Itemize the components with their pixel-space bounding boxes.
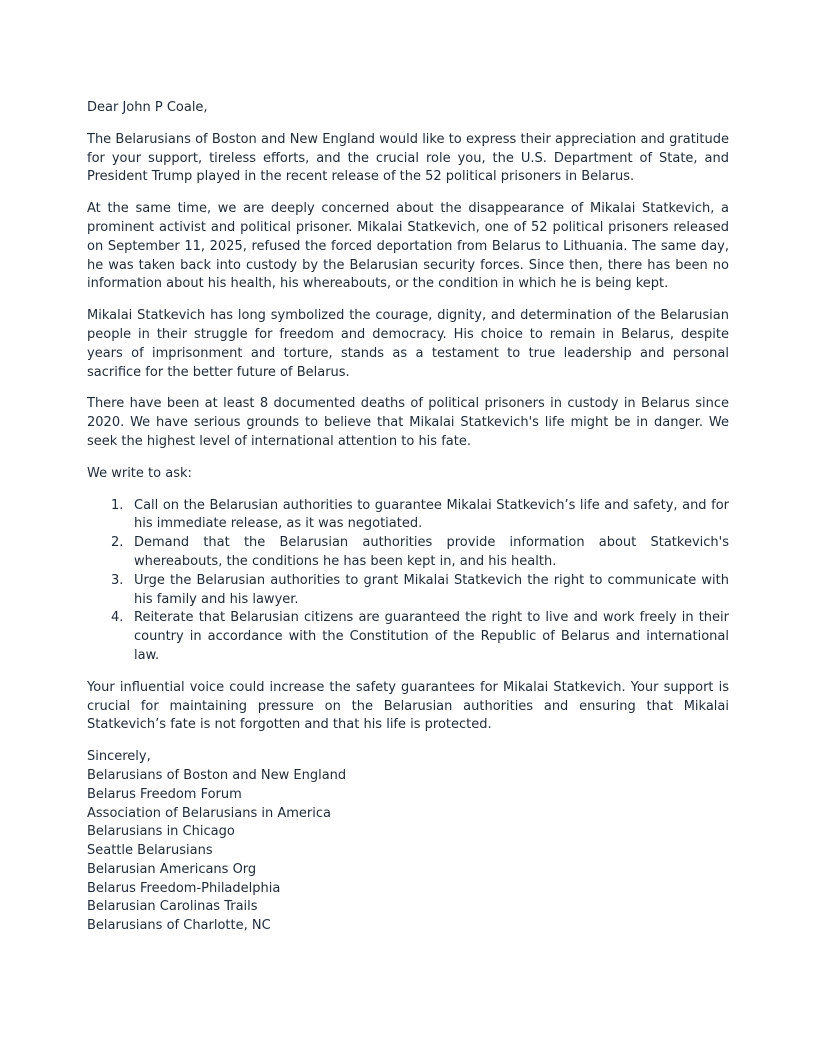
signature-block	[87, 748, 729, 936]
ask-item	[87, 572, 729, 610]
paragraph-appreciation: The Belarusians of Boston and New England would like to express their appreciation and gratitude for your support, tireless efforts, and the crucial role you, the U.S. Department of State, and President Trump played in the recent release of the 52 political prisoners in Belarus.	[87, 131, 729, 185]
ask-item	[87, 497, 729, 535]
ask-number: 4.	[111, 610, 124, 626]
ask-text: Demand that the Belarusian authorities provide information about Statkevich's whereabouts, the conditions he has been kept in, and his health.	[134, 535, 729, 569]
ask-list	[87, 497, 729, 666]
greeting: Dear John P Coale,	[87, 100, 208, 115]
paragraph-closing: Your influential voice could increase the safety guarantees for Mikalai Statkevich. Your support is crucial for maintaining pressure on the Belarusian authorities and ensuring that Mikalai Statkevich’s fate is not forgotten and that his life is protected.	[87, 679, 729, 733]
ask-number: 1.	[111, 497, 124, 513]
ask-intro: We write to ask:	[87, 465, 192, 481]
signatory: Belarusian Americans Org	[87, 861, 257, 877]
letter-body	[87, 99, 729, 936]
signatory: Belarusians of Charlotte, NC	[87, 918, 271, 934]
signatory: Belarus Freedom Forum	[87, 786, 242, 802]
ask-number: 3.	[111, 572, 124, 588]
signoff: Sincerely,	[87, 749, 151, 765]
signatory: Belarusians of Boston and New England	[87, 767, 347, 783]
paragraph-deaths: There have been at least 8 documented deaths of political prisoners in custody in Belarus since 2020. We have serious grounds to believe that Mikalai Statkevich's life might be in danger. We seek the highest level of international attention to his fate.	[87, 396, 729, 449]
signatory: Belarusian Carolinas Trails	[87, 899, 258, 915]
ask-item	[87, 609, 729, 665]
ask-item	[87, 534, 729, 572]
signatory: Belarus Freedom-Philadelphia	[87, 880, 281, 896]
signatory: Association of Belarusians in America	[87, 805, 331, 821]
signatory: Belarusians in Chicago	[87, 824, 235, 840]
ask-text: Call on the Belarusian authorities to guarantee Mikalai Statkevich’s life and safety, and for his immediate release, as it was negotiated.	[134, 497, 729, 532]
paragraph-concern: At the same time, we are deeply concerned about the disappearance of Mikalai Statkevich, a prominent activist and political prisoner. Mikalai Statkevich, one of 52 political prisoners released on September 11, 2025, refused the forced deportation from Belarus to Lithuania. The same day, he was taken back into custody by the Belarusian security forces. Since then, there has been no information about his health, his whereabouts, or the condition in which he is being kept.	[87, 201, 729, 292]
ask-text: Reiterate that Belarusian citizens are guaranteed the right to live and work freely in their country in accordance with the Constitution of the Republic of Belarus and international law.	[134, 610, 729, 663]
signatory: Seattle Belarusians	[87, 843, 213, 859]
ask-text: Urge the Belarusian authorities to grant Mikalai Statkevich the right to communicate with his family and his lawyer.	[134, 572, 729, 607]
ask-number: 2.	[111, 535, 124, 551]
paragraph-symbol: Mikalai Statkevich has long symbolized the courage, dignity, and determination of the Belarusian people in their struggle for freedom and democracy. His choice to remain in Belarus, despite years of imprisonment and torture, stands as a testament to true leadership and personal sacrifice for the better future of Belarus.	[87, 308, 729, 380]
